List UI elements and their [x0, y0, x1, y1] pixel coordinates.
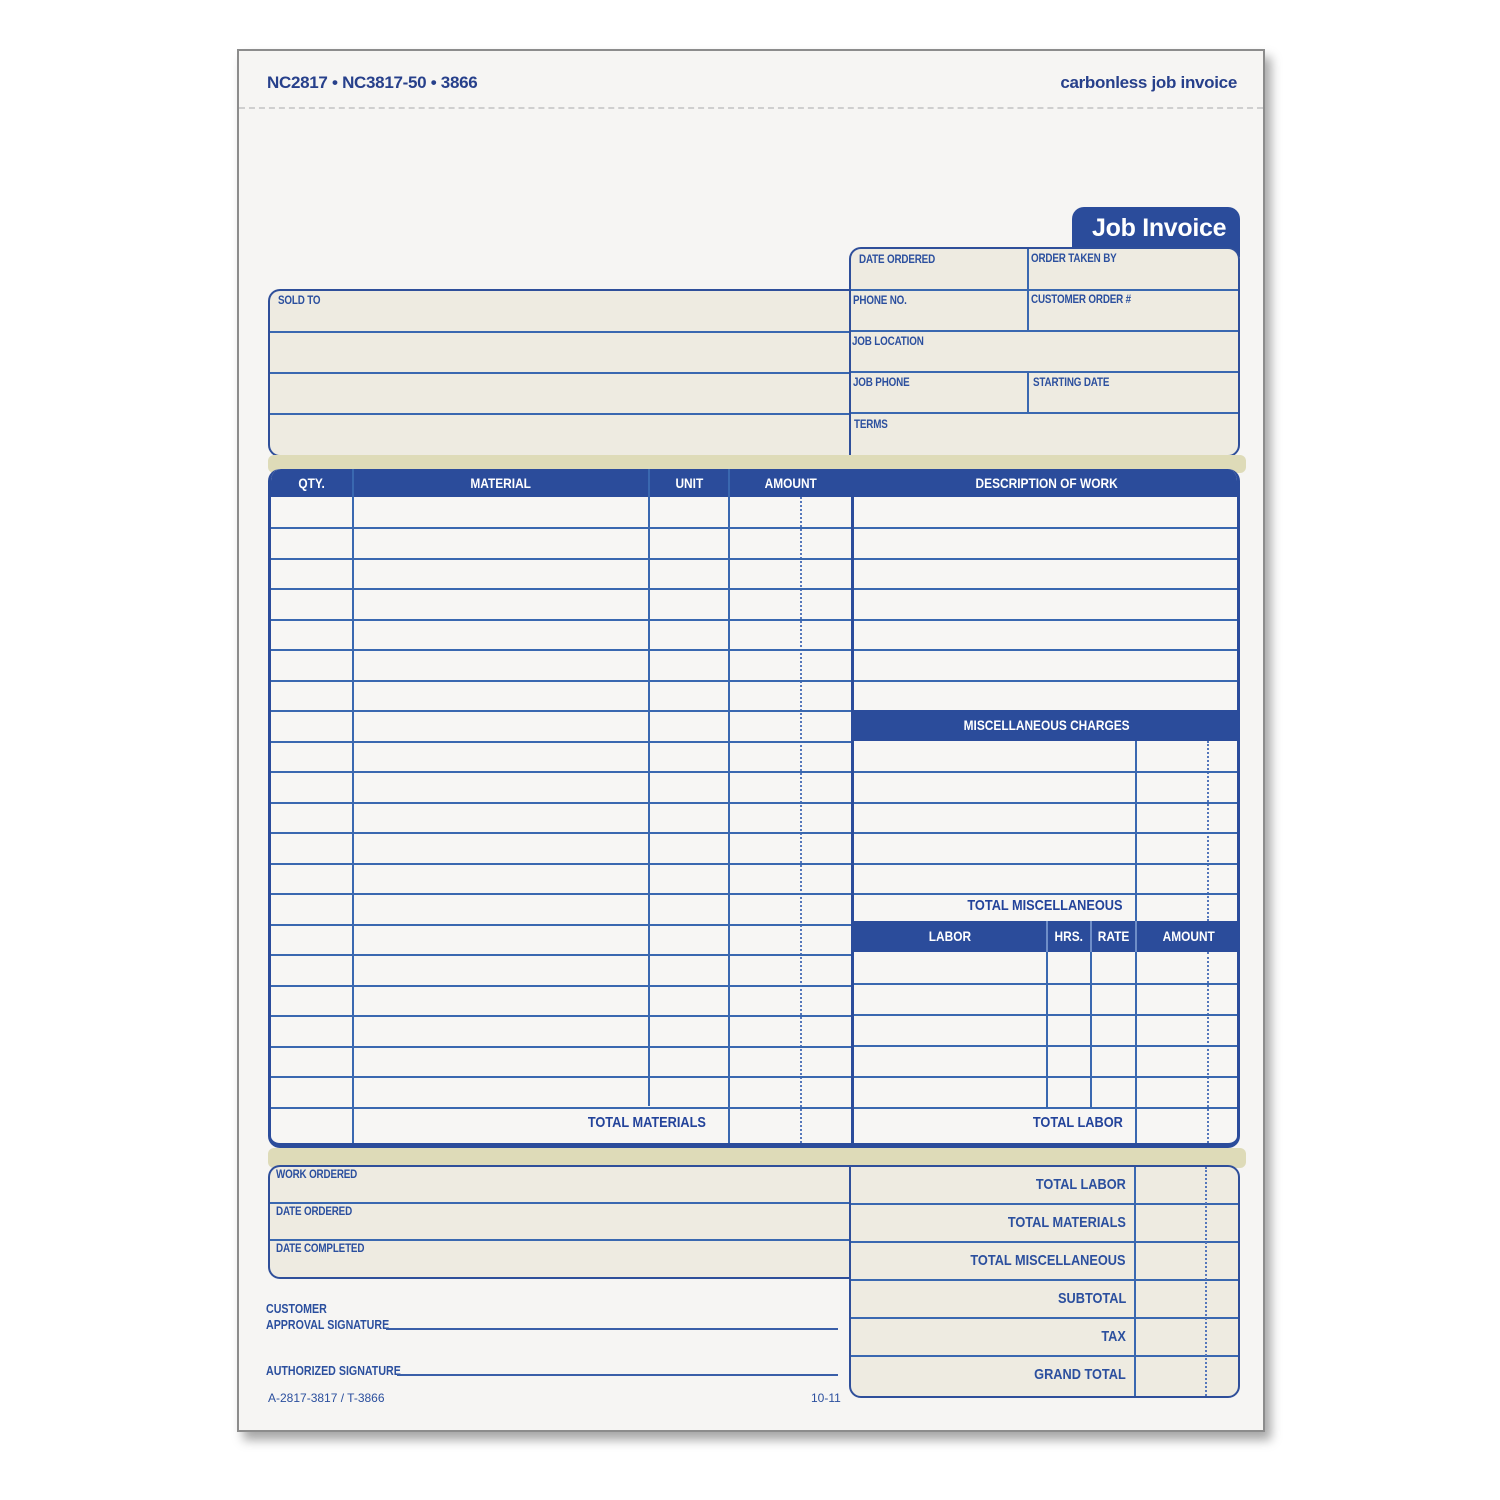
authorized-signature-label: AUTHORIZED SIGNATURE [266, 1363, 401, 1378]
summary-total-labor-label: TOTAL LABOR [1036, 1176, 1126, 1193]
grand-total-amount[interactable] [1136, 1357, 1238, 1396]
main-table [268, 469, 1240, 1148]
sold-to-label: SOLD TO [278, 293, 321, 307]
qty-header: QTY. [271, 469, 352, 497]
authorized-signature-line[interactable] [397, 1374, 838, 1376]
sold-to-box [268, 289, 851, 457]
tax-label: TAX [1101, 1328, 1126, 1345]
summary-total-misc-label: TOTAL MISCELLANEOUS [970, 1252, 1126, 1269]
perforation-line [239, 107, 1263, 109]
subtotal-label: SUBTOTAL [1057, 1290, 1126, 1307]
total-materials-label: TOTAL MATERIALS [587, 1114, 706, 1131]
sold-to-line-3[interactable] [270, 413, 851, 415]
work-ordered-field[interactable]: WORK ORDERED [276, 1167, 358, 1181]
material-header: MATERIAL [354, 469, 648, 497]
product-codes: NC2817 • NC3817-50 • 3866 [267, 73, 478, 92]
order-info-box [849, 247, 1240, 457]
job-phone-field[interactable]: JOB PHONE [853, 375, 910, 389]
work-date-ordered-field[interactable]: DATE ORDERED [276, 1204, 353, 1218]
description-of-work-area[interactable] [854, 497, 1240, 710]
date-ordered-field[interactable]: DATE ORDERED [859, 252, 936, 266]
amount-header: AMOUNT [730, 469, 851, 497]
customer-signature-label-line1: CUSTOMER [266, 1301, 327, 1316]
hrs-header: HRS. [1054, 928, 1084, 944]
total-miscellaneous-label: TOTAL MISCELLANEOUS [967, 897, 1123, 914]
rate-header: RATE [1097, 928, 1130, 944]
sold-to-line-2[interactable] [270, 372, 851, 374]
customer-approval-signature-line[interactable] [386, 1328, 838, 1330]
sold-to-line-1[interactable] [270, 331, 851, 333]
product-type: carbonless job invoice [1060, 73, 1237, 92]
description-header: DESCRIPTION OF WORK [854, 469, 1240, 497]
subtotal-amount[interactable] [1136, 1281, 1238, 1317]
customer-order-field[interactable]: CUSTOMER ORDER # [1031, 292, 1131, 306]
work-status-box [268, 1165, 851, 1279]
terms-field[interactable]: TERMS [854, 417, 888, 431]
form-revision: 10-11 [811, 1391, 841, 1405]
date-completed-field[interactable]: DATE COMPLETED [276, 1241, 365, 1255]
unit-header: UNIT [650, 469, 728, 497]
phone-no-field[interactable]: PHONE NO. [853, 293, 907, 307]
total-labor-label: TOTAL LABOR [1033, 1114, 1123, 1131]
summary-total-misc-amount[interactable] [1136, 1243, 1238, 1279]
summary-totals-box [849, 1165, 1240, 1398]
invoice-form-page [237, 49, 1265, 1432]
form-title: Job Invoice [1072, 207, 1240, 257]
total-miscellaneous-amount[interactable] [1137, 895, 1240, 921]
job-location-field[interactable]: JOB LOCATION [852, 334, 924, 348]
total-materials-amount[interactable] [730, 1109, 851, 1143]
tax-amount[interactable] [1136, 1319, 1238, 1355]
materials-rows[interactable] [271, 497, 851, 1107]
starting-date-field[interactable]: STARTING DATE [1033, 375, 1110, 389]
labor-rows[interactable] [854, 952, 1240, 1107]
labor-header: LABOR [928, 928, 972, 944]
total-labor-amount[interactable] [1137, 1109, 1240, 1143]
form-number: A-2817-3817 / T-3866 [268, 1391, 385, 1405]
grand-total-label: GRAND TOTAL [1034, 1366, 1126, 1383]
labor-amount-header: AMOUNT [1162, 928, 1215, 944]
misc-charges-header: MISCELLANEOUS CHARGES [854, 710, 1240, 741]
summary-total-materials-amount[interactable] [1136, 1205, 1238, 1241]
customer-signature-label-line2: APPROVAL SIGNATURE [266, 1317, 390, 1332]
order-taken-by-field[interactable]: ORDER TAKEN BY [1031, 251, 1117, 265]
summary-total-materials-label: TOTAL MATERIALS [1007, 1214, 1126, 1231]
summary-total-labor-amount[interactable] [1136, 1167, 1238, 1203]
misc-charges-rows[interactable] [854, 741, 1135, 893]
